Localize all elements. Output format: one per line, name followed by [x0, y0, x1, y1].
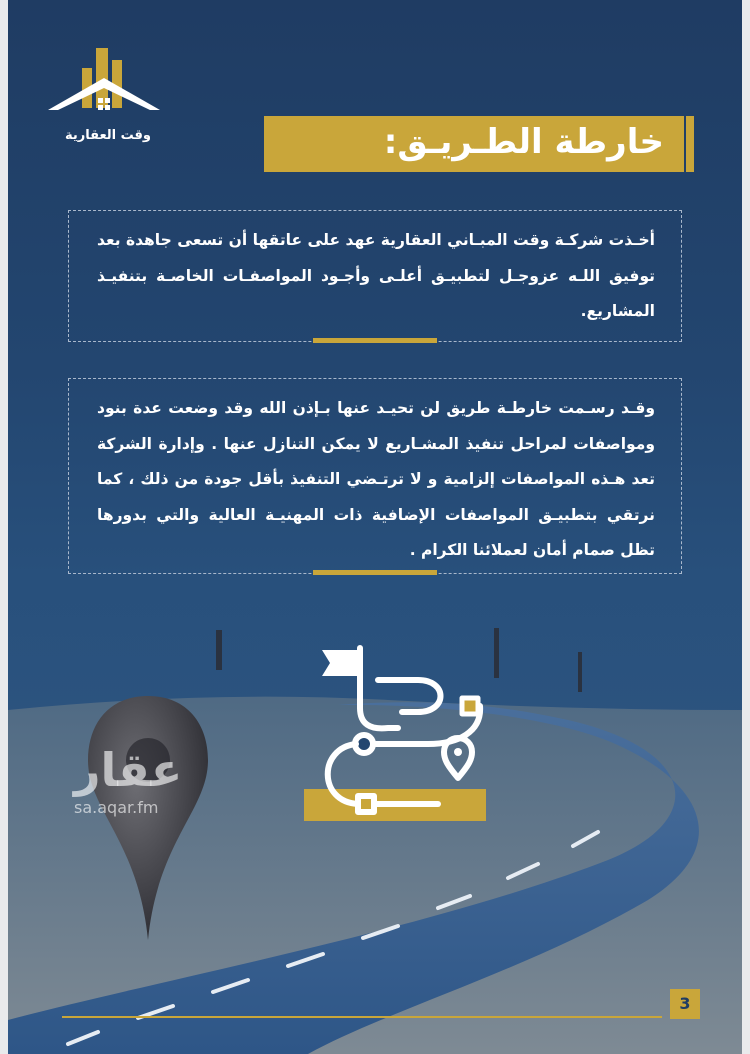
watermark [74, 743, 183, 817]
brochure-page [8, 0, 742, 1054]
section-title: خارطة الطـريـق: [383, 122, 664, 162]
watermark-text: عقار [74, 743, 183, 797]
title-accent-bar [686, 116, 694, 172]
company-logo [44, 40, 164, 160]
roadmap-route-icon [298, 632, 498, 827]
page-number: 3 [670, 989, 700, 1019]
section-title-box [264, 116, 684, 172]
company-name: وقت العقارية [64, 128, 152, 143]
divider [313, 338, 437, 343]
footer-line [62, 1016, 662, 1018]
paragraph-1: أخـذت شركـة وقت المبـاني العقارية عهد على عاتقها أن تسعى جاهدة بعد توفيق اللـه عزوجـل لتطبيـق أعلـى وأجـود المواصفـات الخاصـة بتنفيـذ المشاريع. [68, 210, 682, 342]
watermark-url: sa.aqar.fm [74, 798, 159, 817]
divider [313, 570, 437, 575]
building-house-logo-icon [44, 40, 164, 130]
paragraph-2: وقـد رسـمت خارطـة طريق لن تحيـد عنها بـإذن الله وقد وضعت عدة بنود ومواصفات لمراحل تنفيذ المشـاريع لا يمكن التنازل عنها . وإدارة الشركة تعد هـذه المواصفات إلزامية و لا ترتـضي التنفيذ بأقل جودة من ذلك ، كما نرتقي بتطبيـق المواصفات الإضافية ذات المهنيـة العالية والتي بدورها تظل صمام أمان لعملائنا الكرام . [68, 378, 682, 574]
